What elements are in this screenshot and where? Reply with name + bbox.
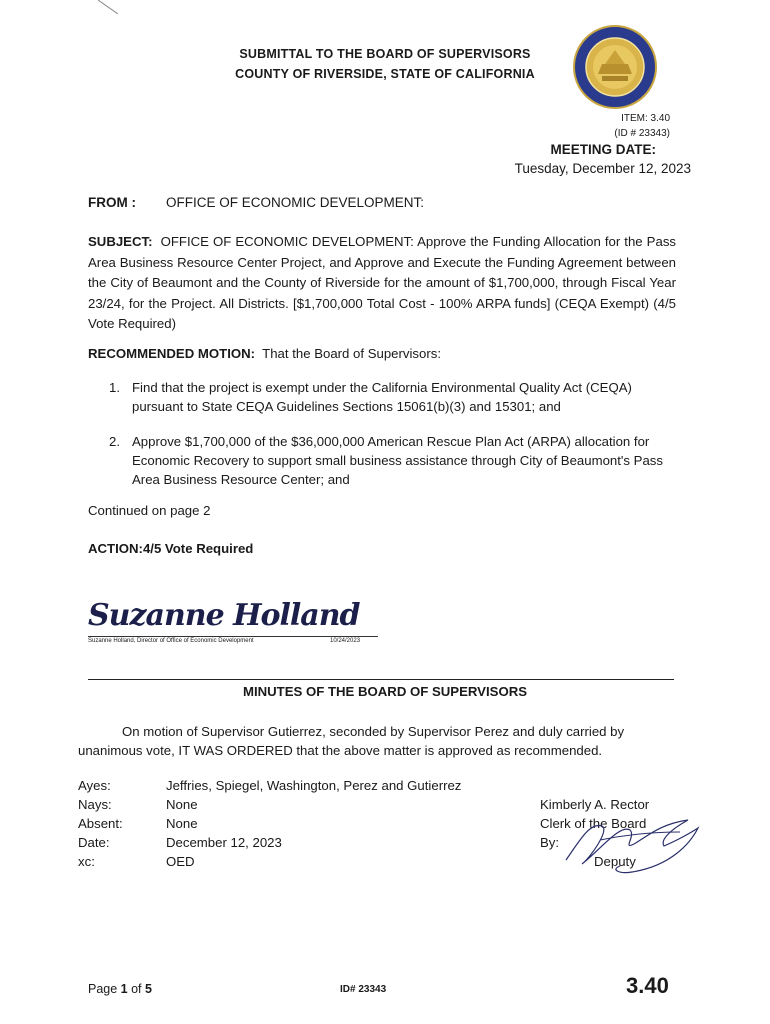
list-item-text: Find that the project is exempt under the California Environmental Quality Act (CEQA) pursuant to State CEQA Guidelines Sections 15061(b)(3) and 15301; and — [132, 380, 632, 414]
minutes-title: MINUTES OF THE BOARD OF SUPERVISORS — [242, 684, 528, 699]
signature-caption: Suzanne Holland, Director of Office of Economic Development — [88, 638, 254, 644]
item-id: (ID # 23343) — [614, 128, 670, 139]
vote-label: Date: — [78, 835, 110, 850]
vote-value: None — [166, 816, 198, 831]
clerk-name: Kimberly A. Rector — [540, 797, 650, 812]
vote-label: Absent: — [78, 816, 123, 831]
page-number: 1 — [120, 982, 128, 996]
vote-label: Nays: — [78, 797, 112, 812]
recommended-motion-text: That the Board of Supervisors: — [262, 346, 441, 361]
scan-mark — [98, 0, 118, 14]
county-seal-icon — [572, 24, 658, 110]
vote-value: December 12, 2023 — [166, 835, 282, 850]
list-item — [109, 378, 679, 416]
subject-text: OFFICE OF ECONOMIC DEVELOPMENT: Approve the Funding Allocation for the Pass Area Business Resource Center Project, and Approve and Execute the Funding Agreement between the City of Beaumont and the County of Riverside for the amount of $1,700,000, through Fiscal Year 23/24, for the Project. All Districts. [$1,700,000 Total Cost - 100% ARPA funds] (CEQA Exempt) (4/5 Vote Required) — [88, 234, 677, 331]
vote-label: xc: — [78, 854, 95, 869]
clerk-by: By: — [540, 835, 560, 850]
footer-id: ID# 23343 — [340, 984, 387, 995]
from-value: OFFICE OF ECONOMIC DEVELOPMENT: — [166, 195, 425, 210]
clerk-deputy: Deputy — [594, 854, 636, 869]
continued-note: Continued on page 2 — [88, 503, 211, 518]
page-prefix: Page — [88, 982, 121, 996]
recommended-motion — [88, 346, 441, 361]
vote-value: Jeffries, Spiegel, Washington, Perez and Gutierrez — [166, 778, 462, 793]
recommended-motion-label: RECOMMENDED MOTION: — [88, 346, 256, 361]
list-item — [109, 432, 679, 489]
item-block — [614, 111, 670, 141]
list-item-text: Approve $1,700,000 of the $36,000,000 American Rescue Plan Act (ARPA) allocation for Economic Recovery to support small business assistance through City of Beaumont's Pass Area Business Resource Center; and — [132, 434, 663, 487]
vote-value: None — [166, 797, 198, 812]
meeting-date: Tuesday, December 12, 2023 — [514, 161, 691, 176]
clerk-signature-icon — [560, 810, 700, 880]
subject-paragraph — [88, 232, 676, 335]
list-item-number: 2. — [109, 434, 120, 449]
vote-label: Ayes: — [78, 778, 111, 793]
from-label: FROM : — [88, 195, 136, 210]
item-number: ITEM: 3.40 — [621, 113, 670, 124]
clerk-title: Clerk of the Board — [540, 816, 647, 831]
title-line-1: SUBMITTAL TO THE BOARD OF SUPERVISORS — [239, 47, 531, 61]
page-total: 5 — [145, 982, 152, 996]
section-divider — [88, 679, 674, 680]
page-of: of — [127, 982, 145, 996]
footer-item-number: 3.40 — [626, 973, 669, 998]
signature-date: 10/24/2023 — [330, 638, 361, 644]
director-signature: Suzanne Holland — [88, 598, 360, 633]
page-indicator — [88, 982, 152, 996]
vote-value: OED — [166, 854, 195, 869]
signature-line — [88, 636, 378, 637]
title-line-2: COUNTY OF RIVERSIDE, STATE OF CALIFORNIA — [235, 67, 535, 81]
action-note: ACTION:4/5 Vote Required — [88, 541, 254, 556]
meeting-date-label: MEETING DATE: — [550, 142, 656, 157]
minutes-motion-text: On motion of Supervisor Gutierrez, seconded by Supervisor Perez and duly carried by unanimous vote, IT WAS ORDERED that the above matter is approved as recommended. — [78, 724, 625, 758]
subject-label: SUBJECT: — [88, 234, 153, 249]
list-item-number: 1. — [109, 380, 120, 395]
